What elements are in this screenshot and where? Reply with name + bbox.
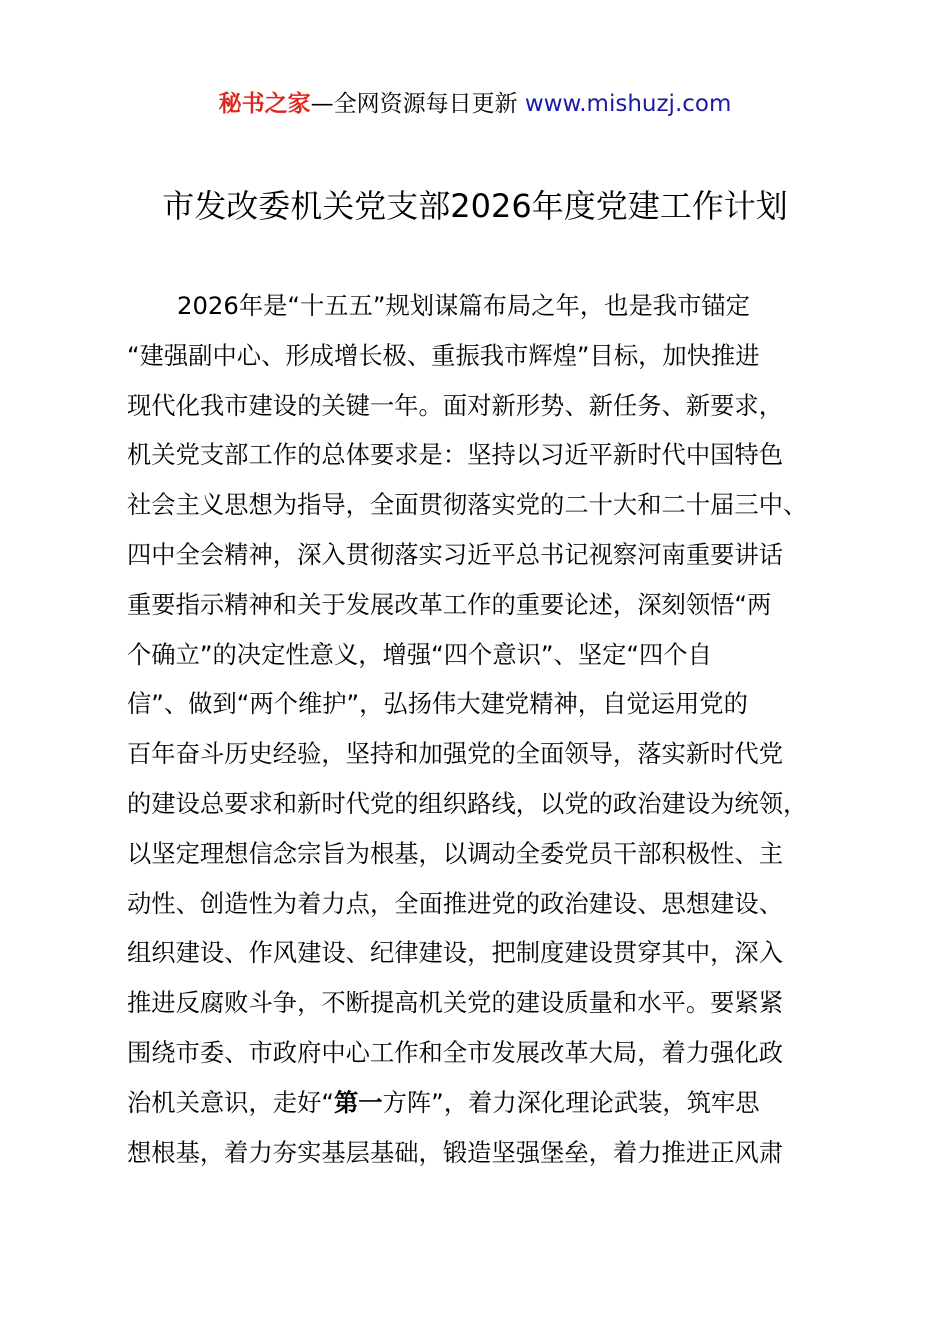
body-line: 四中全会精神，深入贯彻落实习近平总书记视察河南重要讲话 xyxy=(127,539,784,569)
body-line: 围绕市委、市政府中心工作和全市发展改革大局，着力强化政 xyxy=(127,1037,784,1067)
body-text-segment: 方阵”，着力深化理论武装，筑牢思 xyxy=(382,1087,760,1117)
body-line: 个确立”的决定性意义，增强“四个意识”、坚定“四个自 xyxy=(127,639,712,669)
site-url-link[interactable]: www.mishuzj.com xyxy=(524,91,732,117)
body-line: 以坚定理想信念宗旨为根基，以调动全委党员干部积极性、主 xyxy=(127,838,784,868)
body-line: 想根基，着力夯实基层基础，锻造坚强堡垒，着力推进正风肃 xyxy=(127,1137,784,1167)
brand-name: 秘书之家 xyxy=(218,91,311,117)
body-line: 推进反腐败斗争，不断提高机关党的建设质量和水平。要紧紧 xyxy=(127,988,784,1018)
document-body xyxy=(127,281,857,1177)
body-line: 机关党支部工作的总体要求是：坚持以习近平新时代中国特色 xyxy=(127,440,784,470)
body-line: 百年奋斗历史经验，坚持和加强党的全面领导，落实新时代党 xyxy=(127,739,784,769)
body-line: 社会主义思想为指导，全面贯彻落实党的二十大和二十届三中、 xyxy=(127,490,808,520)
body-line: 重要指示精神和关于发展改革工作的重要论述，深刻领悟“两 xyxy=(127,589,772,619)
body-line: 信”、做到“两个维护”，弘扬伟大建党精神，自觉运用党的 xyxy=(127,689,748,719)
site-header xyxy=(0,86,950,122)
body-line: “建强副中心、形成增长极、重振我市辉煌”目标，加快推进 xyxy=(127,340,760,370)
body-line: 的建设总要求和新时代党的组织路线，以党的政治建设为统领， xyxy=(127,788,808,818)
body-line: 2026年是“十五五”规划谋篇布局之年，也是我市锚定 xyxy=(177,291,750,320)
body-line: 组织建设、作风建设、纪律建设，把制度建设贯穿其中，深入 xyxy=(127,938,784,968)
document-title: 市发改委机关党支部2026年度党建工作计划 xyxy=(162,187,788,225)
body-text-segment: 治机关意识，走好“ xyxy=(127,1087,334,1117)
body-line-with-bold xyxy=(127,1078,857,1128)
body-line: 动性、创造性为着力点，全面推进党的政治建设、思想建设、 xyxy=(127,888,784,918)
header-tagline: —全网资源每日更新 xyxy=(310,91,525,117)
body-line: 现代化我市建设的关键一年。面对新形势、新任务、新要求， xyxy=(127,390,784,420)
bold-text-segment: 第一 xyxy=(333,1087,383,1117)
